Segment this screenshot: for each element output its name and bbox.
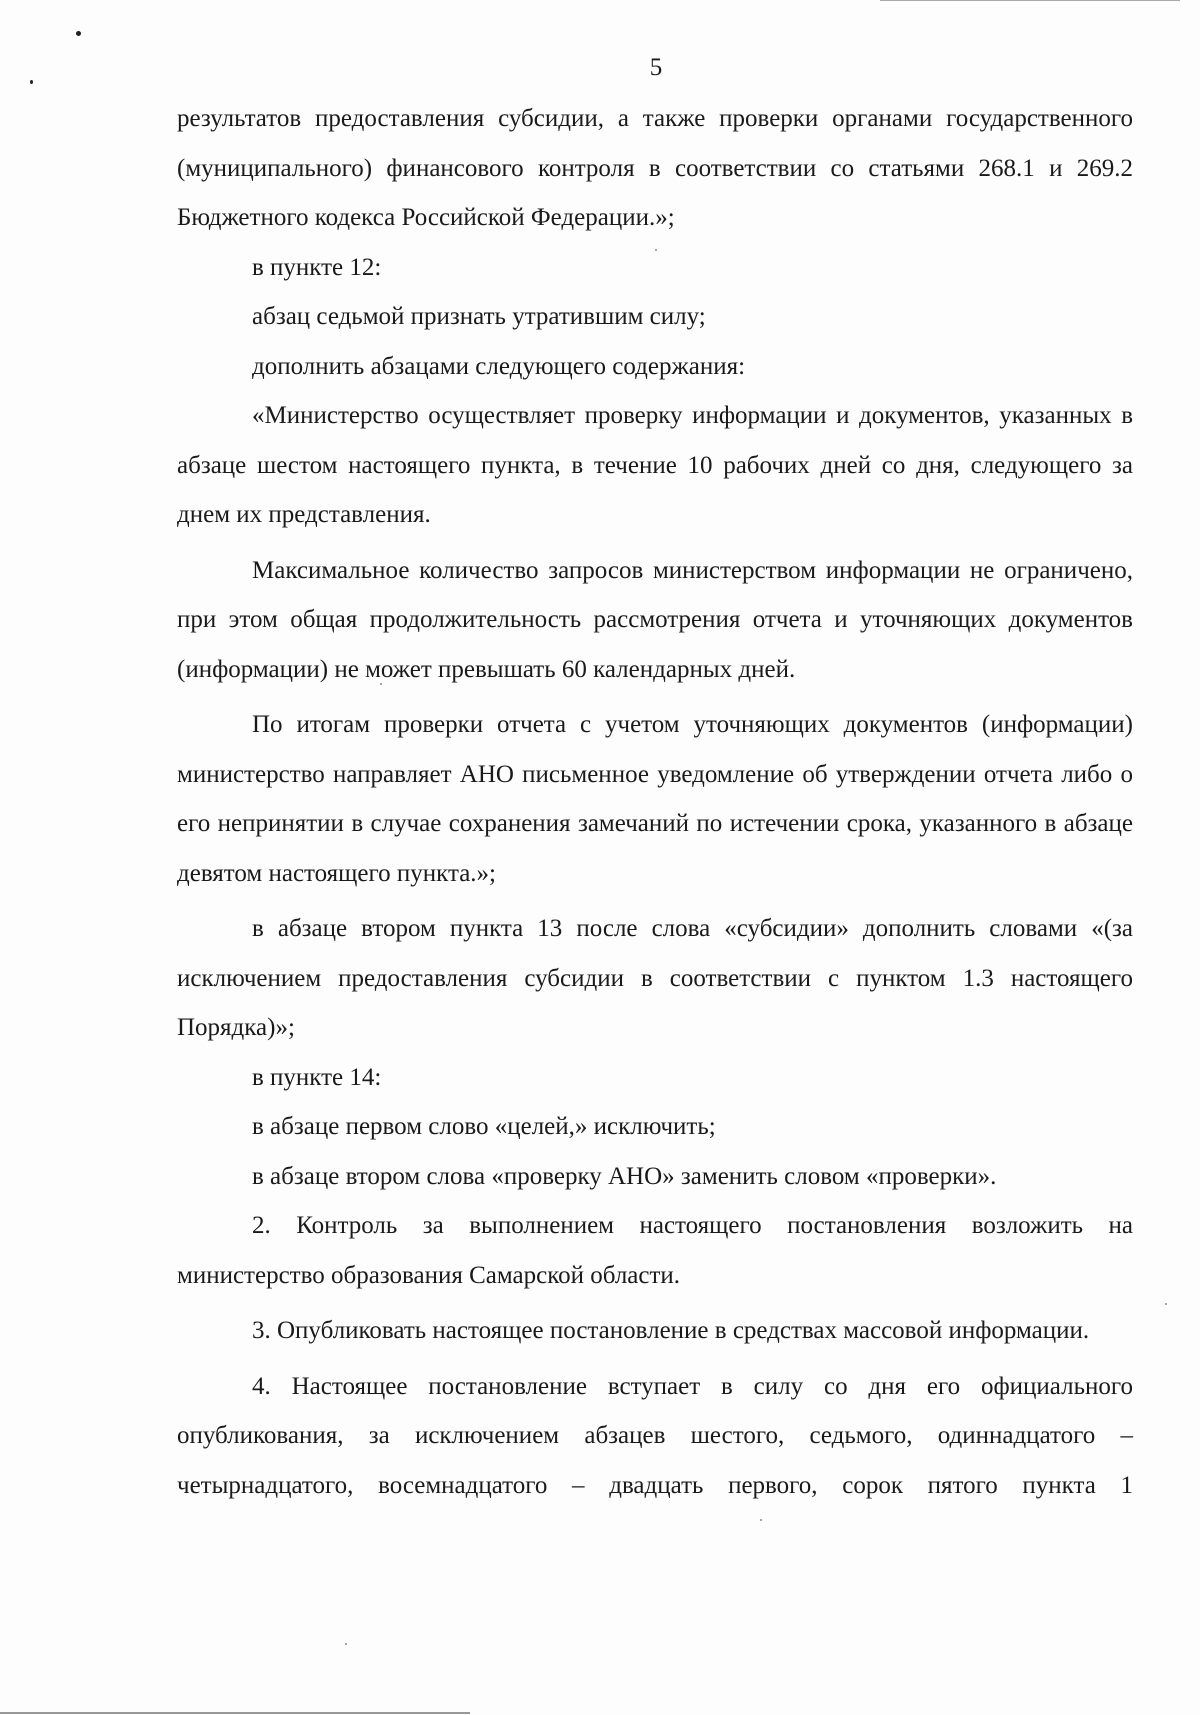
scan-edge-bottom: [0, 1712, 470, 1714]
page-number: 5: [649, 54, 663, 81]
scan-speck: [345, 1643, 347, 1645]
paragraph-1: результатов предоставления субсидии, а также проверки органами государственного (муниципального) финансового контроля в соответствии со статьями 268.1 и 269.2 Бюджетного кодекса Российской Федерации.»;: [177, 105, 1133, 231]
paragraph-11: в абзаце втором слова «проверку АНО» заменить словом «проверки».: [252, 1162, 997, 1190]
scan-edge-top: [880, 0, 1180, 1]
paragraph-6: Максимальное количество запросов министерством информации не ограничено, при этом общая продолжительность рассмотрения отчета и уточняющих документов (информации) не может превышать 60 календарных дней.: [177, 556, 1133, 683]
paragraph-7: По итогам проверки отчета с учетом уточняющих документов (информации) министерство направляет АНО письменное уведомление об утверждении отчета либо о его непринятии в случае сохранения замечаний по истечении срока, указанного в абзаце девятом настоящего пункта.»;: [177, 711, 1133, 887]
paragraph-13: 3. Опубликовать настоящее постановление в средствах массовой информации.: [252, 1317, 1090, 1344]
paragraph-8: в абзаце втором пункта 13 после слова «субсидии» дополнить словами «(за исключением предоставления субсидии в соответствии с пунктом 1.3 настоящего Порядка)»;: [177, 915, 1133, 1041]
document-body: [177, 94, 1133, 1510]
scan-speck: [76, 31, 81, 36]
paragraph-12: 2. Контроль за выполнением настоящего постановления возложить на министерство образования Самарской области.: [177, 1212, 1133, 1289]
paragraph-4: дополнить абзацами следующего содержания:: [252, 352, 746, 380]
scan-speck: [760, 1519, 762, 1521]
paragraph-9: в пункте 14:: [252, 1063, 382, 1091]
scan-speck: [1165, 1303, 1167, 1305]
paragraph-5: «Министерство осуществляет проверку информации и документов, указанных в абзаце шестом настоящего пункта, в течение 10 рабочих дней со дня, следующего за днем их представления.: [177, 402, 1133, 528]
paragraph-10: в абзаце первом слово «целей,» исключить;: [252, 1113, 716, 1140]
paragraph-14: 4. Настоящее постановление вступает в силу со дня его официального опубликования, за исключением абзацев шестого, седьмого, одиннадцатого – четырнадцатого, восемнадцатого – двадцать первого, сорок пятого пункта 1: [177, 1372, 1133, 1499]
paragraph-3: абзац седьмой признать утратившим силу;: [252, 303, 706, 330]
paragraph-2: в пункте 12:: [252, 253, 382, 281]
